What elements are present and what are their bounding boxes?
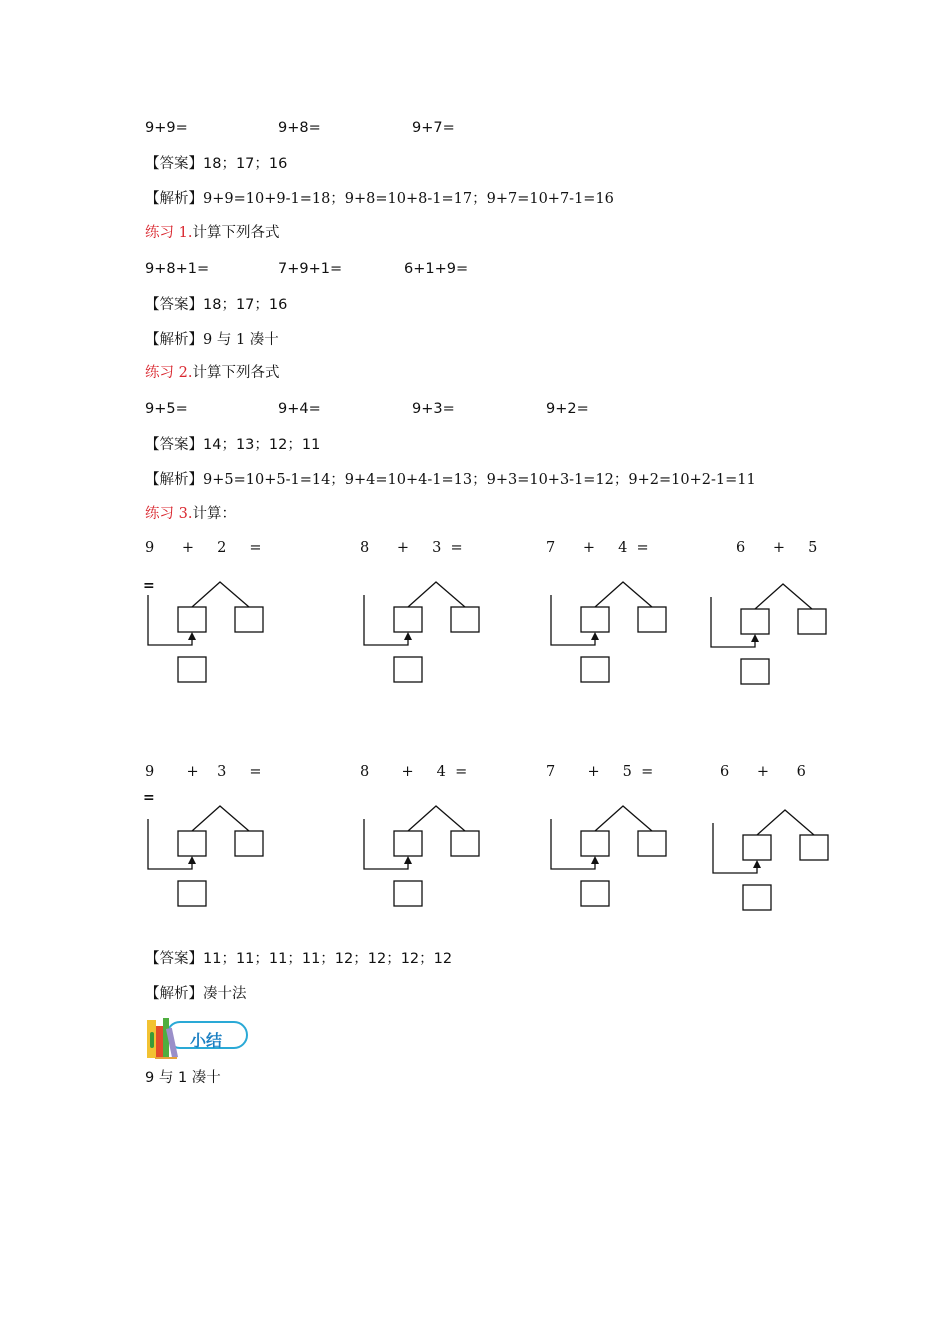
puzzle-expression: 6 + 6 xyxy=(720,764,806,780)
practice-title: 计算下列各式 xyxy=(192,225,280,241)
puzzle-expression: 6 + 5 xyxy=(736,540,818,556)
analysis-3: 【解析】凑十法 xyxy=(145,986,247,1002)
summary-badge-label: 小结 xyxy=(190,1031,223,1050)
practice-2-heading xyxy=(145,363,279,383)
question: 9+4= xyxy=(278,401,321,417)
equals-sign: = xyxy=(143,578,155,594)
decompose-puzzle xyxy=(360,540,490,695)
question: 9+5= xyxy=(145,401,188,417)
decompose-puzzle xyxy=(546,764,676,919)
decompose-puzzle xyxy=(145,764,275,919)
practice-label: 练习 1. xyxy=(145,225,193,241)
decompose-puzzle xyxy=(706,540,836,695)
question: 9+2= xyxy=(546,401,589,417)
decompose-puzzle xyxy=(706,764,836,919)
question: 9+8= xyxy=(278,120,321,136)
decompose-puzzle xyxy=(360,764,490,919)
answer-3: 【答案】11；11；11；11；12；12；12；12 xyxy=(145,951,453,967)
question: 7+9+1= xyxy=(278,261,343,277)
answer-1: 【答案】18；17；16 xyxy=(145,297,288,313)
question: 9+9= xyxy=(145,120,188,136)
puzzle-expression: 7 + 4 = xyxy=(546,540,649,556)
book-shelf xyxy=(155,1057,177,1059)
analysis-0: 【解析】9+9=10+9-1=18；9+8=10+8-1=17；9+7=10+7-1=16 xyxy=(145,191,614,207)
puzzle-expression: 8 + 4 = xyxy=(360,764,468,780)
book-icon xyxy=(156,1026,163,1058)
puzzle-expression: 9 + 2 = xyxy=(145,540,262,556)
analysis-1: 【解析】9 与 1 凑十 xyxy=(145,332,279,348)
practice-label: 练习 2. xyxy=(145,365,193,381)
practice-3-heading xyxy=(145,504,236,524)
practice-1-heading xyxy=(145,223,279,243)
answer-0: 【答案】18；17；16 xyxy=(145,156,288,172)
equals-sign: = xyxy=(143,790,155,806)
puzzle-expression: 7 + 5 = xyxy=(546,764,654,780)
practice-title: 计算下列各式 xyxy=(192,365,280,381)
summary-text: 9 与 1 凑十 xyxy=(145,1070,221,1086)
analysis-2: 【解析】9+5=10+5-1=14；9+4=10+4-1=13；9+3=10+3-1=12；9+2=10+2-1=11 xyxy=(145,472,756,488)
puzzle-expression: 9 + 3 = xyxy=(145,764,262,780)
question: 9+8+1= xyxy=(145,261,210,277)
answer-2: 【答案】14；13；12；11 xyxy=(145,437,321,453)
question: 9+7= xyxy=(412,120,455,136)
question: 9+3= xyxy=(412,401,455,417)
puzzle-expression: 8 + 3 = xyxy=(360,540,463,556)
practice-title: 计算： xyxy=(192,506,236,522)
question: 6+1+9= xyxy=(404,261,469,277)
decompose-puzzle xyxy=(145,540,275,695)
decompose-puzzle xyxy=(546,540,676,695)
practice-label: 练习 3. xyxy=(145,506,193,522)
book-icon xyxy=(150,1032,154,1048)
